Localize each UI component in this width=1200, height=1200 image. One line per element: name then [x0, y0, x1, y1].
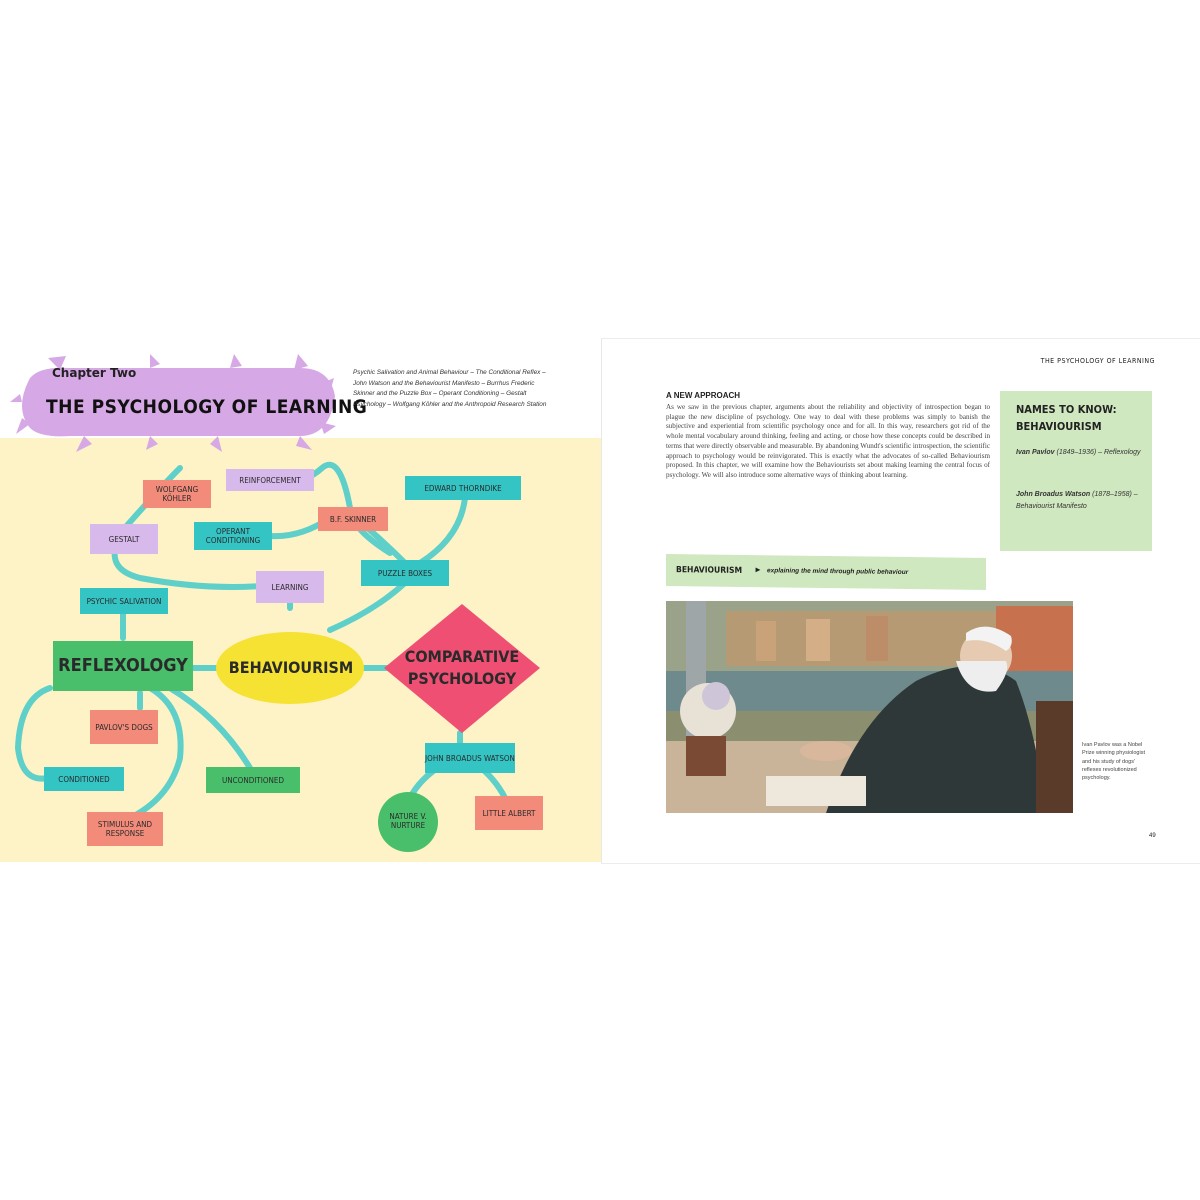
node-comparative-psychology: COMPARATIVE PSYCHOLOGY	[404, 647, 520, 688]
names-entry-detail: (1849–1936) – Reflexology	[1056, 449, 1141, 456]
pavlov-painting	[666, 601, 1073, 813]
node-john-broadus-watson: JOHN BROADUS WATSON	[425, 743, 515, 773]
node-puzzle-boxes: PUZZLE BOXES	[361, 560, 449, 586]
book-spread	[0, 338, 1200, 862]
node-bf-skinner: B.F. SKINNER	[318, 507, 388, 531]
names-entry	[1016, 489, 1146, 512]
chapter-contents: Psychic Salivation and Animal Behaviour – The Conditional Reflex – John Watson and the Behaviourist Manifesto – Burrhus Frederic Skinner and the Puzzle Box – Operant Conditioning – Gestalt Psychology – Wolfgang Köhler and the Anthropoid Research Station	[353, 369, 547, 408]
names-to-know-title: NAMES TO KNOW: BEHAVIOURISM	[1016, 403, 1117, 433]
names-entry-name: John Broadus Watson	[1016, 491, 1091, 498]
node-reinforcement: REINFORCEMENT	[226, 469, 314, 491]
chapter-title: THE PSYCHOLOGY OF LEARNING	[46, 396, 368, 418]
names-entry	[1016, 447, 1146, 459]
right-page	[601, 338, 1200, 864]
node-wolfgang-kohler: WOLFGANG KÖHLER	[143, 480, 211, 508]
node-psychic-salivation: PSYCHIC SALIVATION	[80, 588, 168, 614]
names-entry-detail: (1878–1958) – Behaviourist Manifesto	[1016, 491, 1138, 510]
node-edward-thorndike: EDWARD THORNDIKE	[405, 476, 521, 500]
chapter-label: Chapter Two	[52, 366, 137, 380]
node-little-albert: LITTLE ALBERT	[475, 796, 543, 830]
banner-term: BEHAVIOURISM	[676, 565, 743, 576]
section-heading: A NEW APPROACH	[666, 391, 741, 400]
node-nature-v-nurture: NATURE V. NURTURE	[389, 812, 427, 830]
page-number: 49	[1149, 833, 1156, 839]
node-stimulus-and-response: STIMULUS AND RESPONSE	[87, 812, 163, 846]
node-behaviourism: BEHAVIOURISM	[228, 658, 354, 677]
names-entry-name: Ivan Pavlov	[1016, 449, 1055, 456]
names-to-know-box	[1000, 391, 1152, 551]
node-learning: LEARNING	[256, 571, 324, 603]
node-reflexology: REFLEXOLOGY	[53, 641, 193, 691]
banner-definition: explaining the mind through public behaviour	[767, 567, 909, 577]
left-page	[0, 338, 601, 862]
arrow-right-icon: ►	[754, 565, 762, 575]
node-conditioned: CONDITIONED	[44, 767, 124, 791]
definition-banner	[666, 554, 986, 590]
image-caption: Ivan Pavlov was a Nobel Prize winning physiologist and his study of dogs' reflexes revolutionized psychology.	[1082, 742, 1145, 782]
node-pavlovs-dogs: PAVLOV'S DOGS	[90, 710, 158, 744]
body-paragraph: As we saw in the previous chapter, arguments about the reliability and objectivity of introspection began to plague the new discipline of psychology. One way to deal with these problems was simply to banish the subjective and experiential from scientific psychology once and for all. In this way, researchers got rid of the whole mental vocabulary around thinking, feeling and acting, or chose how these concepts could be described in terms that were directly observable and measurable. By abandoning Wundt's scientific introspection, the scientific approach to psychology would be reinvigorated. This is exactly what the advocates of so-called Behaviourism proposed. In this chapter, we will examine how the Behaviourists set about making learning the central focus of psychology. We will also introduce some alternative ways of thinking about learning.	[666, 403, 990, 479]
node-gestalt: GESTALT	[90, 524, 158, 554]
node-unconditioned: UNCONDITIONED	[206, 767, 300, 793]
running-head: THE PSYCHOLOGY OF LEARNING	[1040, 357, 1155, 365]
node-operant-conditioning: OPERANT CONDITIONING	[194, 522, 272, 550]
